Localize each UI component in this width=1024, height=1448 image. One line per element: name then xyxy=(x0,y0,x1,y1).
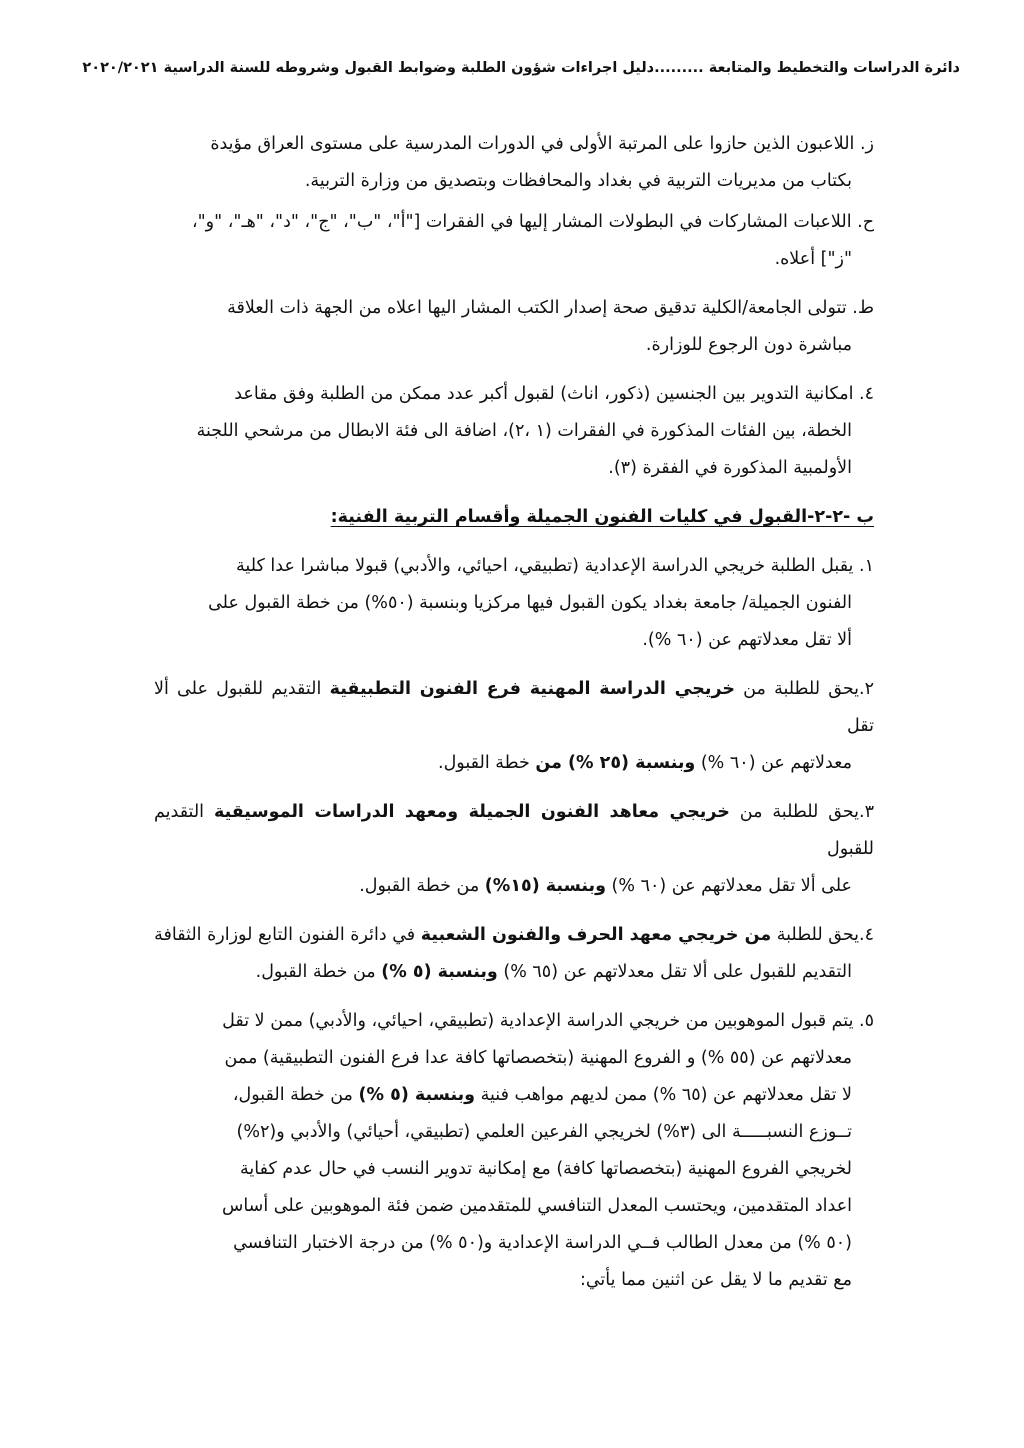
item-text: التقديم للقبول على ألا تقل معدلاتهم عن (٦٥ %) xyxy=(497,962,852,982)
item-text-bold: وبنسبة (٥ %) xyxy=(358,1085,476,1105)
item-text-bold: وبنسبة (٥ %) xyxy=(381,962,498,982)
list-item-haa xyxy=(154,204,874,278)
item-text-line xyxy=(154,745,874,782)
item-marker: ٣. xyxy=(859,802,874,822)
item-text-line xyxy=(154,954,874,991)
item-text: من خطة القبول. xyxy=(359,876,485,896)
document-body xyxy=(154,126,874,1299)
item-marker: ٥. xyxy=(859,1011,874,1031)
item-text-line: بكتاب من مديريات التربية في بغداد والمحافظات وبتصديق من وزارة التربية. xyxy=(304,171,852,191)
item-text-line: (٥٠ %) من معدل الطالب فــي الدراسة الإعدادية و(٥٠ %) من درجة الاختبار التنافسي xyxy=(233,1233,852,1253)
item-marker: ٤. xyxy=(859,925,874,945)
section-item-5 xyxy=(154,1003,874,1299)
list-item-taa xyxy=(154,290,874,364)
item-text: التقديم للقبول على ألا تقل xyxy=(154,679,874,736)
item-text-line: تــوزع النسبـــــة الى (٣%) لخريجي الفرعين العلمي (تطبيقي، أحيائي) والأدبي و(٢%) xyxy=(236,1122,852,1142)
item-text-line: "ز"] أعلاه. xyxy=(774,249,852,269)
item-text-bold: من خريجي معهد الحرف والفنون الشعبية xyxy=(420,925,772,945)
item-text-line: الأولمبية المذكورة في الفقرة (٣). xyxy=(608,458,852,478)
item-text: التقديم للقبول xyxy=(154,802,874,859)
item-text-bold: خريجي معاهد الفنون الجميلة ومعهد الدراسات الموسيقية xyxy=(213,802,730,822)
item-text-line: يقبل الطلبة خريجي الدراسة الإعدادية (تطبيقي، احيائي، والأدبي) قبولا مباشرا عدا كلية xyxy=(236,556,854,576)
item-marker: ح. xyxy=(857,212,874,232)
item-text-line: الخطة، بين الفئات المذكورة في الفقرات (١ ،٢)، اضافة الى فئة الابطال من مرشحي اللجنة xyxy=(196,421,852,441)
item-text-line: اعداد المتقدمين، ويحتسب المعدل التنافسي للمتقدمين ضمن فئة الموهوبين على أساس xyxy=(221,1196,852,1216)
item-text-line: الفنون الجميلة/ جامعة بغداد يكون القبول فيها مركزيا وبنسبة (٥٠%) من خطة القبول على xyxy=(208,593,852,613)
page-header: دائرة الدراسات والتخطيط والمتابعة .........دليل اجراءات شؤون الطلبة وضوابط القبول وشروطه للسنة الدراسية ٢٠٢٠/٢٠٢١ xyxy=(82,60,960,76)
section-item-4 xyxy=(154,917,874,991)
item-text: معدلاتهم عن (٦٠ %) xyxy=(695,753,852,773)
item-text-line xyxy=(154,1077,874,1114)
item-text: في دائرة الفنون التابع لوزارة الثقافة xyxy=(154,925,421,945)
list-item-4-gender-rotation xyxy=(154,376,874,487)
item-text: لا تقل معدلاتهم عن (٦٥ %) ممن لديهم مواهب فنية xyxy=(475,1085,852,1105)
item-text: يحق للطلبة من xyxy=(729,802,860,822)
section-item-1 xyxy=(154,548,874,659)
item-text-bold: وبنسبة (٢٥ %) من xyxy=(535,753,696,773)
item-text-line: امكانية التدوير بين الجنسين (ذكور، اناث) لقبول أكبر عدد ممكن من الطلبة وفق مقاعد xyxy=(234,384,854,404)
section-item-2 xyxy=(154,671,874,782)
item-text: يحق للطلبة xyxy=(771,925,860,945)
item-text-line: يتم قبول الموهوبين من خريجي الدراسة الإعدادية (تطبيقي، احيائي، والأدبي) ممن لا تقل xyxy=(222,1011,854,1031)
item-text: على ألا تقل معدلاتهم عن (٦٠ %) xyxy=(605,876,852,896)
item-text-bold: خريجي الدراسة المهنية فرع الفنون التطبيقية xyxy=(329,679,735,699)
item-marker: ١. xyxy=(859,556,874,576)
item-text-bold: وبنسبة (١٥%) xyxy=(484,876,606,896)
item-marker: ٤. xyxy=(859,384,874,404)
item-text-line: لخريجي الفروع المهنية (بتخصصاتها كافة) مع إمكانية تدوير النسب في حال عدم كفاية xyxy=(240,1159,852,1179)
item-text: خطة القبول. xyxy=(438,753,536,773)
section-item-3 xyxy=(154,794,874,905)
item-marker: ٢. xyxy=(859,679,875,699)
item-text-line: اللاعبات المشاركات في البطولات المشار إليها في الفقرات ["أ"، "ب"، "ج"، "د"، "هـ"، "و"، xyxy=(191,212,852,232)
item-text-line: ألا تقل معدلاتهم عن (٦٠ %). xyxy=(642,630,852,650)
item-marker: ز. xyxy=(859,134,874,154)
item-text-line: اللاعبون الذين حازوا على المرتبة الأولى في الدورات المدرسية على مستوى العراق مؤيدة xyxy=(210,134,855,154)
section-heading: ب -٢-٢-القبول في كليات الفنون الجميلة وأقسام التربية الفنية: xyxy=(330,507,874,527)
item-text: من خطة القبول. xyxy=(255,962,382,982)
item-text-line xyxy=(154,868,874,905)
item-marker: ط. xyxy=(852,298,874,318)
item-text-line: مع تقديم ما لا يقل عن اثنين مما يأتي: xyxy=(579,1270,852,1290)
item-text: من خطة القبول، xyxy=(232,1085,359,1105)
item-text-line: مباشرة دون الرجوع للوزارة. xyxy=(645,335,852,355)
item-text-line: معدلاتهم عن (٥٥ %) و الفروع المهنية (بتخصصاتها كافة عدا فرع الفنون التطبيقية) ممن xyxy=(224,1048,852,1068)
item-text-line: تتولى الجامعة/الكلية تدقيق صحة إصدار الكتب المشار اليها اعلاه من الجهة ذات العلاقة xyxy=(227,298,847,318)
item-text: يحق للطلبة من xyxy=(734,679,860,699)
list-item-zay xyxy=(154,126,874,200)
